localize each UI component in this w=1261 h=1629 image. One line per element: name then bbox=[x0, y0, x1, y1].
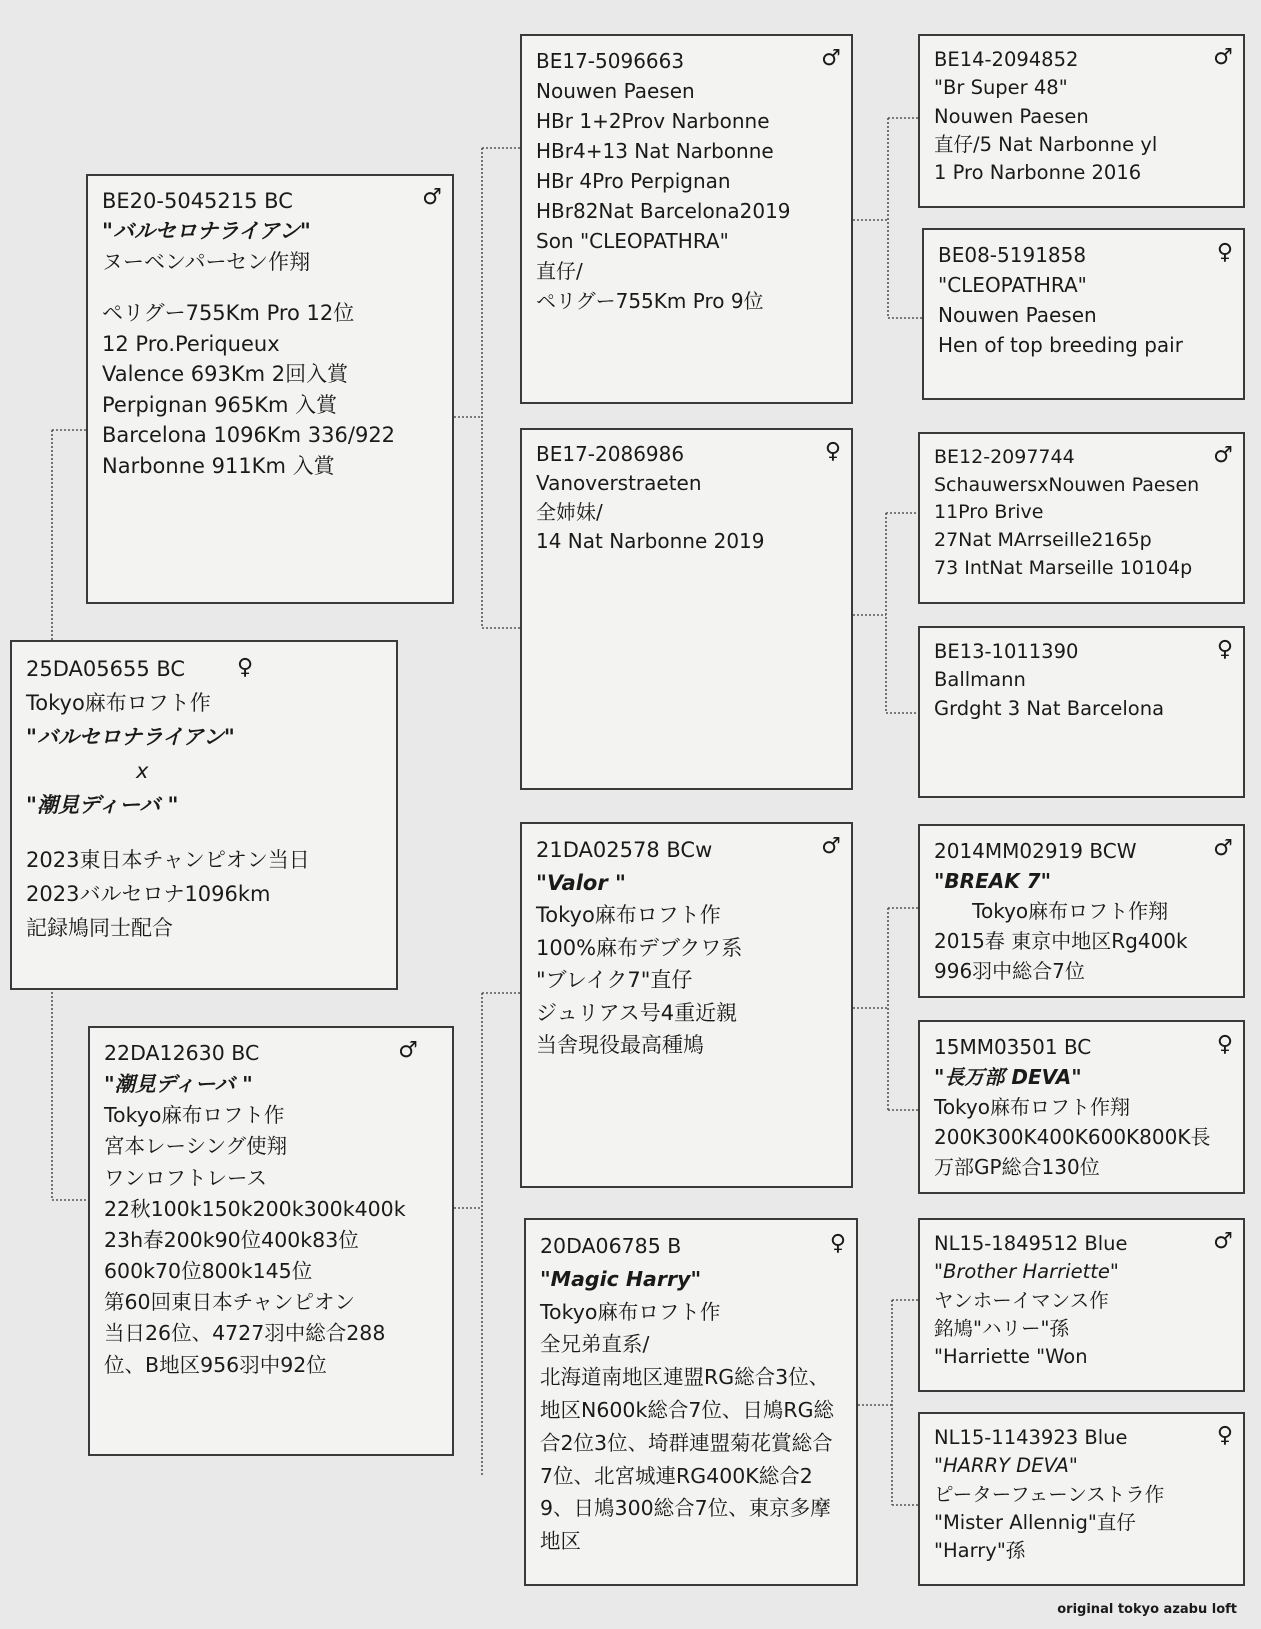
ss-line: HBr 1+2Prov Narbonne bbox=[536, 109, 770, 133]
dss-name: "BREAK 7" bbox=[934, 869, 1052, 893]
dsd-card bbox=[918, 1020, 1245, 1194]
ds-ring: 21DA02578 BCw bbox=[536, 838, 713, 862]
female-icon: ♀ bbox=[824, 439, 841, 464]
ddd-line: ピーターフェーンストラ作 bbox=[934, 1482, 1165, 1506]
dds-line: 銘鳩"ハリー"孫 bbox=[934, 1316, 1069, 1340]
dam-line: 位、B地区956羽中92位 bbox=[104, 1352, 327, 1377]
ds-line: Tokyo麻布ロフト作 bbox=[536, 903, 721, 928]
sds-line: BE12-2097744 bbox=[934, 446, 1075, 468]
dsd-line: Tokyo麻布ロフト作翔 bbox=[934, 1095, 1130, 1119]
ss-line: HBr82Nat Barcelona2019 bbox=[536, 199, 791, 223]
male-icon: ♂ bbox=[1213, 1229, 1233, 1254]
female-icon: ♀ bbox=[1216, 1032, 1233, 1057]
dam-sire-card bbox=[520, 822, 853, 1188]
sds-line: SchauwersxNouwen Paesen bbox=[934, 473, 1200, 496]
subject-line: 2023バルセロナ1096km bbox=[26, 882, 271, 907]
dss-line: 2015春 東京中地区Rg400k bbox=[934, 929, 1188, 953]
dam-card bbox=[88, 1026, 454, 1456]
sire-dam-card bbox=[520, 428, 853, 790]
dsd-ring: 15MM03501 BC bbox=[934, 1035, 1092, 1059]
dsd-line: 万部GP総合130位 bbox=[934, 1155, 1100, 1179]
sire-line: Perpignan 965Km 入賞 bbox=[102, 392, 338, 417]
ss-line: HBr4+13 Nat Narbonne bbox=[536, 139, 774, 163]
ssd-line: BE08-5191858 bbox=[938, 243, 1087, 267]
sds-line: 27Nat MArrseille2165p bbox=[934, 529, 1152, 552]
sdd-line: Ballmann bbox=[934, 668, 1026, 692]
ddd-name: "HARRY DEVA" bbox=[934, 1454, 1078, 1478]
dd-text: 北海道南地区連盟RG総合3位、地区N600k総合7位、日鳩RG総合2位3位、埼群連盟菊花賞総合7位、北宮城連RG400K総合29、日鳩300総合7位、東京多摩地区 bbox=[540, 1365, 835, 1554]
dsd-line: 200K300K400K600K800K長 bbox=[934, 1125, 1211, 1149]
dsd-name: "長万部 DEVA" bbox=[934, 1065, 1082, 1089]
sss-card bbox=[918, 34, 1245, 208]
dam-line: 22秋100k150k200k300k400k bbox=[104, 1196, 406, 1221]
male-icon: ♂ bbox=[821, 834, 841, 859]
dd-line: 全兄弟直系/ bbox=[540, 1332, 650, 1357]
subject-cross: x bbox=[136, 759, 149, 784]
sire-line: Barcelona 1096Km 336/922 bbox=[102, 423, 396, 448]
ss-line: Son "CLEOPATHRA" bbox=[536, 229, 729, 253]
ds-line: ジュリアス号4重近親 bbox=[536, 1000, 738, 1025]
dam-line: 当日26位、4727羽中総合288 bbox=[104, 1321, 386, 1346]
subject-ring: 25DA05655 BC bbox=[26, 657, 186, 681]
sire-line: ペリグー755Km Pro 12位 bbox=[102, 301, 355, 326]
sss-line: 1 Pro Narbonne 2016 bbox=[934, 161, 1142, 185]
ss-line: Nouwen Paesen bbox=[536, 79, 695, 103]
dam-line: ワンロフトレース bbox=[104, 1165, 267, 1190]
female-icon: ♀ bbox=[1216, 637, 1233, 662]
footer-credit: original tokyo azabu loft bbox=[1057, 1602, 1237, 1617]
sdd-line: BE13-1011390 bbox=[934, 640, 1079, 663]
subject-sire-name: "バルセロナライアン" bbox=[26, 725, 235, 750]
dds-name: "Brother Harriette" bbox=[934, 1260, 1119, 1284]
dam-line: Tokyo麻布ロフト作 bbox=[104, 1103, 285, 1128]
subject-dam-name: "潮見ディーバ " bbox=[26, 793, 179, 818]
sss-line: "Br Super 48" bbox=[934, 76, 1068, 100]
sss-line: 直仔/5 Nat Narbonne yl bbox=[934, 132, 1158, 156]
sdd-card bbox=[918, 626, 1245, 798]
sire-line bbox=[102, 277, 438, 298]
dds-line: ヤンホーイマンス作 bbox=[934, 1288, 1109, 1312]
ds-name: "Valor " bbox=[536, 870, 626, 895]
male-icon: ♂ bbox=[398, 1038, 418, 1063]
ssd-card bbox=[922, 228, 1245, 400]
dds-line: "Harriette "Won bbox=[934, 1345, 1088, 1369]
sd-line: Vanoverstraeten bbox=[536, 471, 702, 495]
ss-line: ペリグー755Km Pro 9位 bbox=[536, 289, 764, 313]
dss-line: Tokyo麻布ロフト作翔 bbox=[934, 899, 1169, 923]
sds-line: 73 IntNat Marseille 10104p bbox=[934, 556, 1193, 579]
subject-card bbox=[10, 640, 398, 990]
subject-line: 2023東日本チャンピオン当日 bbox=[26, 848, 310, 873]
subject-line bbox=[26, 822, 382, 843]
ddd-ring: NL15-1143923 Blue bbox=[934, 1426, 1128, 1449]
male-icon: ♂ bbox=[1213, 45, 1233, 70]
ssd-line: "CLEOPATHRA" bbox=[938, 273, 1087, 297]
sire-line: ヌーベンパーセン作翔 bbox=[102, 249, 311, 274]
ss-line: HBr 4Pro Perpignan bbox=[536, 169, 731, 193]
dam-line: 宮本レーシング使翔 bbox=[104, 1134, 288, 1159]
dss-card bbox=[918, 824, 1245, 998]
female-icon: ♀ bbox=[829, 1231, 846, 1256]
sss-line: BE14-2094852 bbox=[934, 48, 1079, 71]
ds-line: 当舎現役最高種鳩 bbox=[536, 1033, 704, 1058]
sd-line: BE17-2086986 bbox=[536, 442, 685, 466]
dam-line: 第60回東日本チャンピオン bbox=[104, 1290, 355, 1315]
sire-line: Valence 693Km 2回入賞 bbox=[102, 362, 349, 387]
female-icon: ♀ bbox=[1216, 1423, 1233, 1448]
ssd-line: Nouwen Paesen bbox=[938, 303, 1097, 327]
female-icon: ♀ bbox=[1216, 240, 1233, 265]
dam-dam-card bbox=[524, 1218, 858, 1586]
sire-card bbox=[86, 174, 454, 604]
dss-ring: 2014MM02919 BCW bbox=[934, 839, 1137, 863]
sire-line: Narbonne 911Km 入賞 bbox=[102, 453, 335, 478]
dss-line: 996羽中総合7位 bbox=[934, 959, 1085, 983]
ds-line: "ブレイク7"直仔 bbox=[536, 968, 693, 993]
sds-card bbox=[918, 432, 1245, 604]
ss-line: 直仔/ bbox=[536, 259, 583, 283]
male-icon: ♂ bbox=[1213, 836, 1233, 861]
sire-sire-card bbox=[520, 34, 853, 404]
male-icon: ♂ bbox=[1213, 443, 1233, 468]
sss-line: Nouwen Paesen bbox=[934, 104, 1089, 128]
dam-ring: 22DA12630 BC bbox=[104, 1041, 260, 1065]
sire-line: 12 Pro.Periqueux bbox=[102, 331, 280, 356]
dds-card bbox=[918, 1218, 1245, 1392]
sdd-line: Grdght 3 Nat Barcelona bbox=[934, 696, 1165, 720]
subject-line: 記録鳩同士配合 bbox=[26, 916, 173, 941]
ssd-line: Hen of top breeding pair bbox=[938, 333, 1183, 357]
ddd-line: "Mister Allennig"直仔 bbox=[934, 1510, 1136, 1534]
ss-line: BE17-5096663 bbox=[536, 49, 685, 73]
ddd-line: "Harry"孫 bbox=[934, 1539, 1026, 1563]
dam-line: 600k70位800k145位 bbox=[104, 1259, 313, 1284]
dd-ring: 20DA06785 B bbox=[540, 1234, 682, 1258]
dd-name: "Magic Harry" bbox=[540, 1266, 702, 1291]
sire-name: "バルセロナライアン" bbox=[102, 219, 311, 244]
dam-name: "潮見ディーバ " bbox=[104, 1072, 253, 1097]
male-icon: ♂ bbox=[821, 46, 841, 71]
subject-line: Tokyo麻布ロフト作 bbox=[26, 691, 211, 716]
sire-ring: BE20-5045215 BC bbox=[102, 189, 293, 213]
sds-line: 11Pro Brive bbox=[934, 501, 1044, 524]
male-icon: ♂ bbox=[422, 185, 442, 210]
sd-line: 14 Nat Narbonne 2019 bbox=[536, 529, 765, 553]
dam-line: 23h春200k90位400k83位 bbox=[104, 1227, 359, 1252]
dd-line: Tokyo麻布ロフト作 bbox=[540, 1299, 721, 1324]
ds-line: 100%麻布デブクワ系 bbox=[536, 935, 743, 960]
female-icon: ♀ bbox=[237, 655, 254, 680]
ddd-card bbox=[918, 1412, 1245, 1586]
dds-ring: NL15-1849512 Blue bbox=[934, 1232, 1128, 1255]
sd-line: 全姉妹/ bbox=[536, 500, 603, 524]
